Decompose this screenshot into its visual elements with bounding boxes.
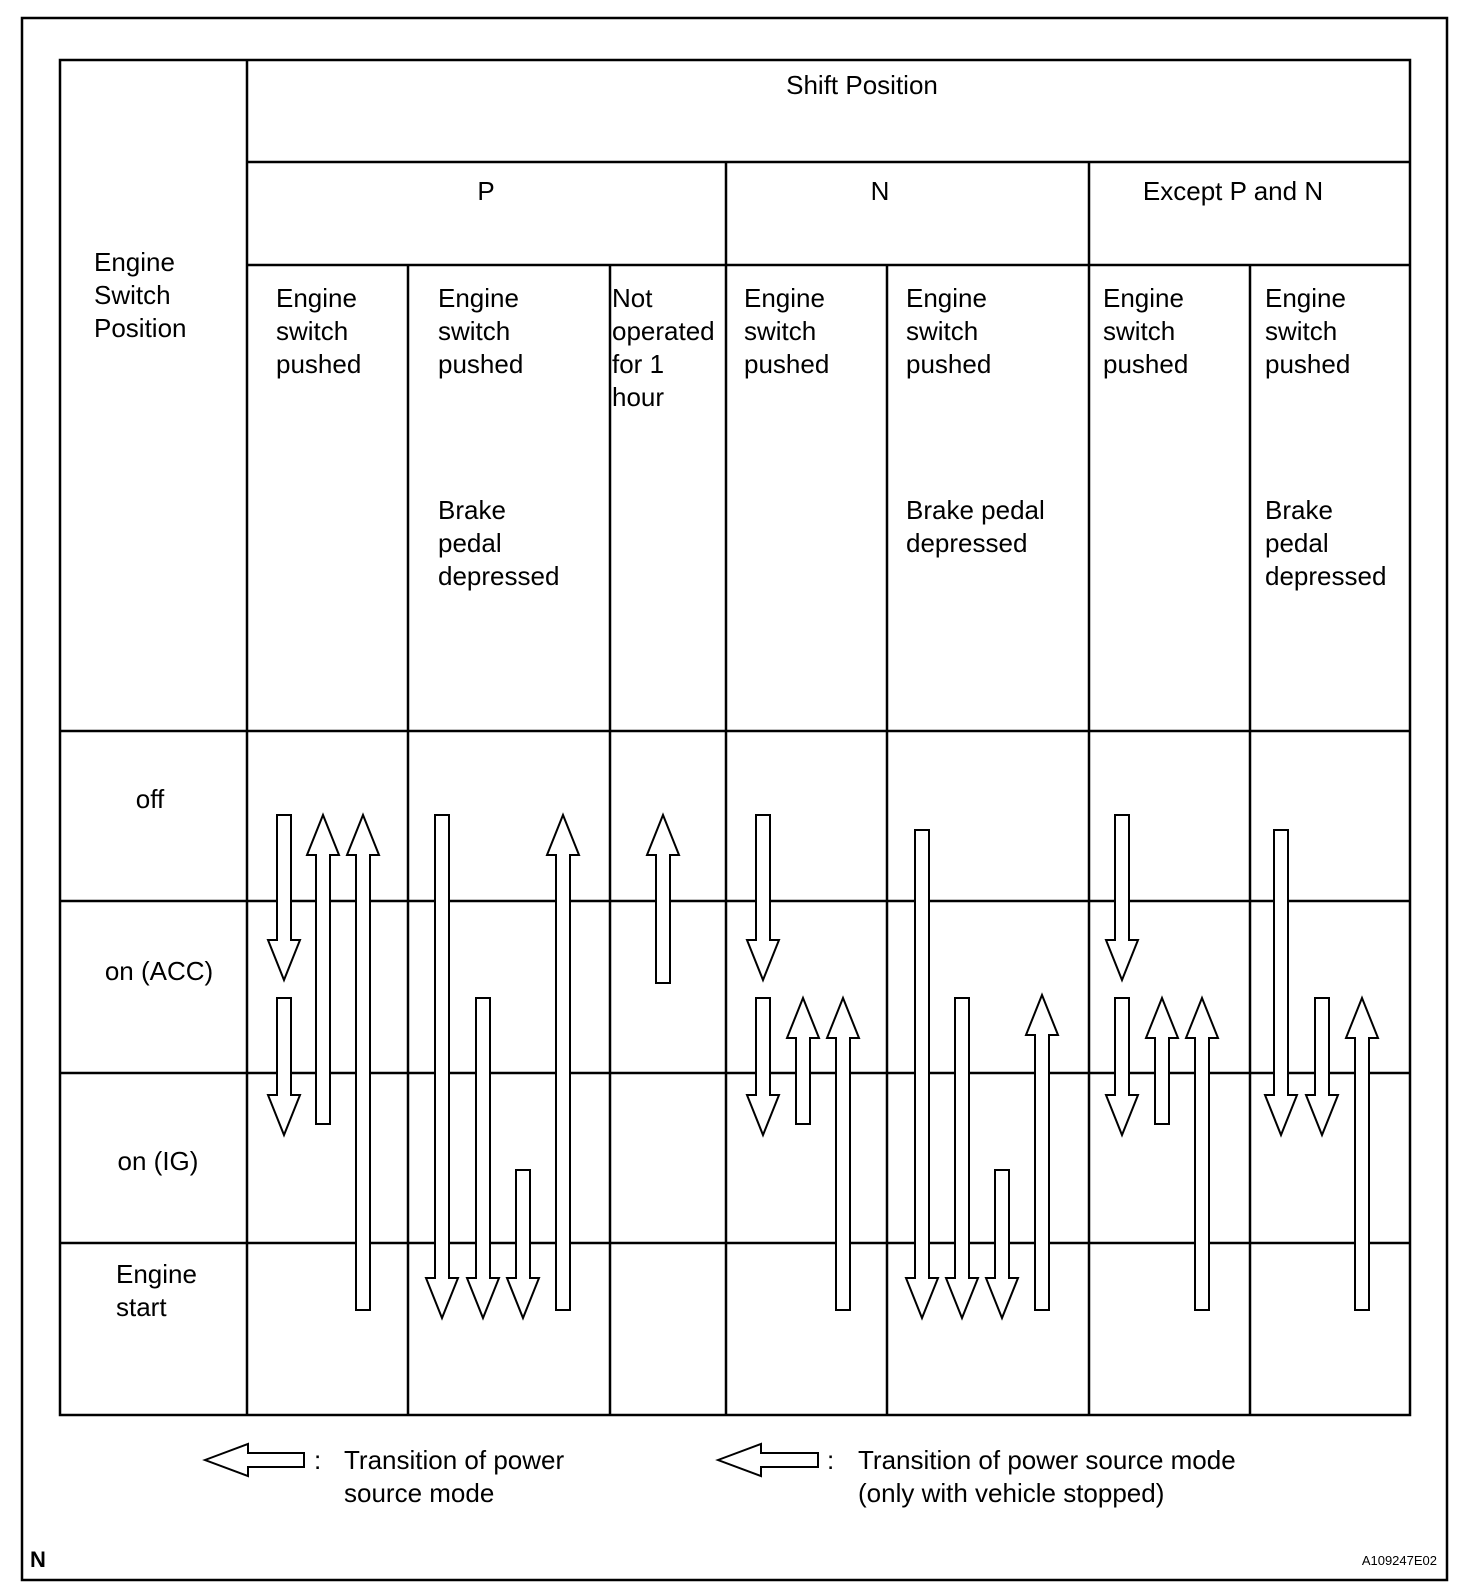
transition-arrow-col5-engine-start-to-on-acc (1026, 995, 1058, 1310)
state-label-off: off (135, 784, 165, 814)
transition-arrow-col4-engine-start-to-on-acc (827, 998, 859, 1310)
state-label-on-acc: on (ACC) (104, 956, 214, 986)
column-5-condition: Brake pedal depressed (906, 495, 1045, 558)
group-label-p: P (477, 176, 495, 206)
legend-colon-normal: : (314, 1445, 322, 1475)
legend-colon-stopped: : (827, 1445, 835, 1475)
group-label-except-p-and-n: Except P and N (1142, 176, 1324, 206)
column-7-action: Engine switch pushed (1265, 283, 1351, 379)
outer-frame (22, 18, 1447, 1580)
column-headers (276, 283, 1386, 591)
column-2-condition: Brake pedal depressed (438, 495, 560, 591)
legend (205, 1444, 1243, 1508)
column-3-action: Not operated for 1 hour (612, 283, 715, 412)
legend-text-stopped: Transition of power source mode (only with vehicle stopped) (858, 1445, 1236, 1508)
group-label-n: N (870, 176, 890, 206)
column-5-action: Engine switch pushed (906, 283, 992, 379)
transition-arrow-col1-off-to-on-acc (268, 815, 300, 980)
transition-arrow-col3-on-acc-to-off (647, 815, 679, 983)
legend-text-normal: Transition of power source mode (344, 1445, 565, 1508)
column-6-action: Engine switch pushed (1103, 283, 1189, 379)
column-1-action: Engine switch pushed (276, 283, 362, 379)
transition-arrow-col6-off-to-on-acc (1106, 815, 1138, 980)
state-label-engine-start: Engine start (116, 1259, 197, 1322)
transition-arrow-col1-on-acc-to-on-ig (268, 998, 300, 1135)
transition-arrow-col6-engine-start-to-on-acc (1186, 998, 1218, 1310)
legend-arrow-normal-icon (205, 1444, 304, 1476)
transition-arrow-col2-engine-start-to-off-stopped (547, 815, 579, 1310)
transition-arrow-col5-on-acc-to-engine-start (946, 998, 978, 1318)
corner-mark: N (30, 1547, 46, 1572)
transition-arrow-col4-on-ig-to-on-acc (787, 998, 819, 1124)
state-label-on-ig: on (IG) (117, 1146, 199, 1176)
transition-arrow-col4-off-to-on-acc (747, 815, 779, 980)
legend-arrow-stopped-icon (718, 1444, 818, 1476)
transition-arrow-col7-on-acc-to-on-ig (1306, 998, 1338, 1135)
transition-arrow-col7-engine-start-to-on-acc (1346, 998, 1378, 1310)
shift-position-title: Shift Position (786, 70, 938, 100)
transition-arrow-col1-on-ig-to-off (307, 815, 339, 1124)
column-4-action: Engine switch pushed (744, 283, 830, 379)
transition-arrow-col1-engine-start-to-off-stopped (347, 815, 379, 1310)
transition-arrow-col4-on-acc-to-on-ig (747, 998, 779, 1135)
column-2-action: Engine switch pushed (438, 283, 524, 379)
row-header-title: Engine Switch Position (94, 247, 187, 343)
transition-arrow-col6-on-ig-to-on-acc (1146, 998, 1178, 1124)
transition-arrow-col2-on-acc-to-engine-start (467, 998, 499, 1318)
transition-arrow-col6-on-acc-to-on-ig (1106, 998, 1138, 1135)
figure-id: A109247E02 (1361, 1553, 1437, 1568)
column-7-condition: Brake pedal depressed (1265, 495, 1387, 591)
transition-arrow-col7-off-to-on-ig (1265, 830, 1297, 1135)
